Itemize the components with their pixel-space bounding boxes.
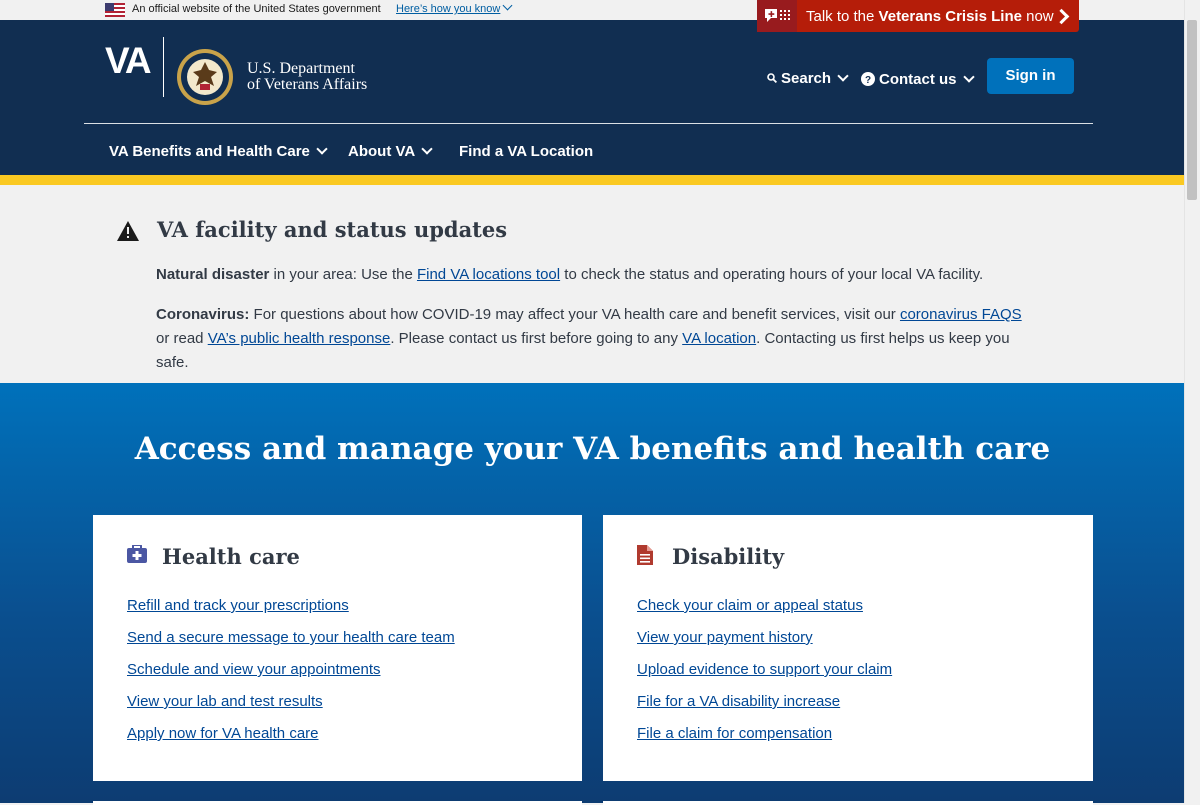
official-text: An official website of the United States government: [132, 3, 381, 15]
search-menu-button[interactable]: [767, 70, 847, 87]
chevron-down-icon: [422, 143, 433, 154]
alert-p2-text4: . Contacting us first helps us keep you safe.: [156, 330, 1010, 371]
department-line-2: of Veterans Affairs: [247, 76, 368, 93]
health-care-links: [127, 597, 455, 757]
lab-results-link[interactable]: View your lab and test results: [127, 693, 323, 710]
nav-item-about-va[interactable]: [348, 143, 431, 160]
alert-p1-text2: to check the status and operating hours of your local VA facility.: [560, 266, 984, 283]
nav-item-find-location[interactable]: [459, 143, 593, 160]
disability-increase-link[interactable]: File for a VA disability increase: [637, 693, 841, 710]
health-care-title: Health care: [162, 544, 300, 569]
header-accent-bar: [0, 175, 1185, 185]
department-line-1: U.S. Department: [247, 60, 355, 77]
how-you-know-link[interactable]: [396, 3, 511, 15]
claim-status-link[interactable]: Check your claim or appeal status: [637, 597, 863, 614]
nav-item-benefits[interactable]: [109, 143, 326, 160]
alert-p2-text3: . Please contact us first before going to any: [390, 330, 683, 347]
va-logo[interactable]: VA: [105, 40, 150, 81]
list-item: [127, 629, 455, 661]
alert-p2-text2: or read: [156, 330, 208, 347]
contact-us-menu-button[interactable]: [861, 70, 973, 88]
secure-message-link[interactable]: Send a secure message to your health care team: [127, 629, 455, 646]
question-circle-icon: [861, 72, 875, 86]
chevron-down-icon: [503, 1, 513, 11]
next-card-edge: [93, 801, 582, 805]
us-flag-icon: [105, 3, 125, 17]
chevron-down-icon: [316, 143, 327, 154]
svg-text:?: ?: [864, 75, 872, 86]
list-item: [637, 693, 892, 725]
chevron-right-icon: [1054, 9, 1070, 25]
list-item: [637, 629, 892, 661]
hero-section: [0, 383, 1185, 803]
nav-find-label: Find a VA Location: [459, 143, 594, 160]
contact-label: Contact us: [879, 71, 957, 88]
natural-disaster-label: Natural disaster: [156, 266, 270, 283]
nav-about-label: About VA: [348, 143, 416, 160]
file-claim-link[interactable]: File a claim for compensation: [637, 725, 833, 742]
department-name: [247, 61, 367, 93]
payment-history-link[interactable]: View your payment history: [637, 629, 813, 646]
coronavirus-label: Coronavirus:: [156, 306, 250, 323]
coronavirus-faqs-link[interactable]: coronavirus FAQS: [899, 306, 1022, 323]
page-scrollbar[interactable]: [1184, 0, 1200, 803]
status-alert: [0, 185, 1185, 383]
alert-p1-text1: in your area: Use the: [269, 266, 417, 283]
disability-title: Disability: [672, 544, 785, 569]
medkit-icon: [127, 545, 147, 563]
next-card-edge: [603, 801, 1093, 805]
list-item: [127, 725, 455, 757]
list-item: [637, 597, 892, 629]
crisis-prefix: Talk to the: [806, 8, 879, 25]
scrollbar-thumb[interactable]: [1187, 20, 1197, 200]
sign-in-button[interactable]: Sign in: [987, 58, 1074, 94]
health-care-card: [93, 515, 582, 781]
list-item: [127, 597, 455, 629]
alert-p2-text1: For questions about how COVID-19 may affect your VA health care and benefit services, visit our: [249, 306, 900, 323]
search-icon: [767, 73, 777, 83]
find-locations-tool-link[interactable]: Find VA locations tool: [416, 266, 561, 283]
upload-evidence-link[interactable]: Upload evidence to support your claim: [637, 661, 893, 678]
crisis-icon-box: [757, 0, 797, 32]
disability-links: [637, 597, 892, 757]
appointments-link[interactable]: Schedule and view your appointments: [127, 661, 381, 678]
logo-divider: [163, 37, 164, 97]
va-seal-icon: [176, 48, 234, 106]
veterans-crisis-line-button[interactable]: [757, 0, 1079, 32]
list-item: [127, 661, 455, 693]
crisis-bold: Veterans Crisis Line: [878, 8, 1022, 25]
warning-icon: [117, 221, 139, 241]
list-item: [637, 661, 892, 693]
header-divider: [84, 123, 1093, 124]
chevron-down-icon: [837, 70, 848, 81]
list-item: [637, 725, 892, 757]
alert-coronavirus: [156, 303, 1036, 375]
how-you-know-label: Here’s how you know: [396, 3, 501, 15]
crisis-line-text: [806, 8, 1054, 25]
nav-benefits-label: VA Benefits and Health Care: [109, 143, 310, 160]
alert-title: VA facility and status updates: [157, 217, 508, 242]
disability-card: [603, 515, 1093, 781]
va-location-link[interactable]: VA location: [682, 330, 757, 347]
crisis-suffix: now: [1021, 8, 1054, 25]
public-health-response-link[interactable]: VA’s public health response: [207, 330, 391, 347]
search-label: Search: [781, 70, 832, 87]
chevron-down-icon: [963, 71, 974, 82]
crisis-line-icon: [763, 7, 791, 25]
svg-text:✚: ✚: [768, 10, 775, 19]
apply-health-care-link[interactable]: Apply now for VA health care: [127, 725, 319, 742]
list-item: [127, 693, 455, 725]
alert-natural-disaster: [156, 263, 1036, 287]
hero-title: Access and manage your VA benefits and health care: [134, 431, 1051, 467]
refill-prescriptions-link[interactable]: Refill and track your prescriptions: [127, 597, 349, 614]
document-icon: [637, 545, 653, 565]
